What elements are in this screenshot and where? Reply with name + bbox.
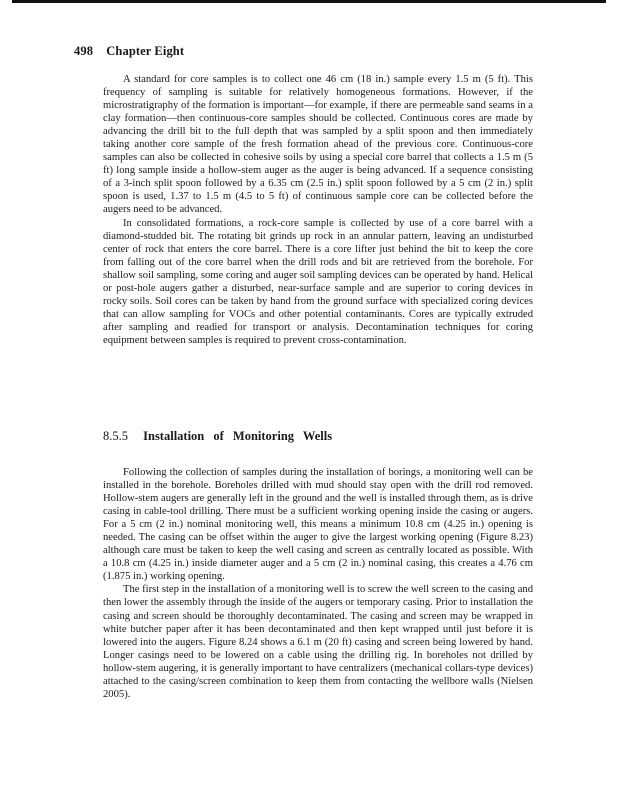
paragraph-first-step: The first step in the installation of a monitoring well is to screw the well screen to the casing and then lower the assembly through the inside of the augers or temporary casing. Prior to installation the casing and screen should be thoroughly decontaminated. The casing and screen may be wrapped in white butcher paper after it has been decontaminated and then kept wrapped until just before it is lowered into the augers. Figure 8.24 shows a 6.1 m (20 ft) casing and screen being lowered by hand. Longer casings need to be lowered on a cable using the drilling rig. In boreholes not drilled by hollow-stem augering, it is generally important to have centralizers (mechanical collars-type devices) attached to the casing/screen combination to keep them from contacting the wellbore walls (Nielsen 2005).	[103, 584, 533, 700]
chapter-title: Chapter Eight	[106, 44, 185, 58]
top-rule	[12, 0, 606, 3]
text-block-upper	[103, 73, 533, 347]
paragraph-well-installation: Following the collection of samples during the installation of borings, a monitoring well can be installed in the borehole. Boreholes drilled with mud should stay open with the drill rod removed. Hollow-stem augers are generally left in the ground and the well is installed through them, as is drive casing in cable-tool drilling. There must be a sufficient working opening inside the casing or augers. For a 5 cm (2 in.) nominal monitoring well, this means a minimum 10.8 cm (4.25 in.) opening is needed. The casing can be offset within the auger to give the largest working opening (Figure 8.23) although care must be taken to keep the well casing and screen as centrally located as possible. With a 10.8 cm (4.25 in.) inside diameter auger and a 5 cm (2 in.) nominal casing, this creates a 4.76 cm (1.875 in.) working opening.	[103, 467, 533, 583]
section-title: Installation of Monitoring Wells	[143, 429, 333, 443]
paragraph-core-samples: A standard for core samples is to collect one 46 cm (18 in.) sample every 1.5 m (5 ft). This frequency of sampling is suitable for relatively homogeneous formations. However, if the microstratigraphy of the formation is important—for example, if there are permeable sand seams in a clay formation—then continuous-core samples should be collected. Continuous cores are made by advancing the drill bit to the full depth that was sampled by a split spoon and then immediately taking another core sample of the fresh formation ahead of the previous core. Continuous-core samples can also be collected in cohesive soils by using a special core barrel that collects a 1.5 m (5 ft) long sample inside a hollow-stem auger as the auger is being advanced. If a sequence consisting of a 3-inch split spoon followed by a 6.35 cm (2.5 in.) split spoon followed by a 5 cm (2 in.) split spoon is used, 1.37 to 1.5 m (4.5 to 5 ft) of continuous sample core can be collected before the augers need to be advanced.	[103, 74, 533, 216]
section-number: 8.5.5	[103, 429, 128, 443]
paragraph-rock-core: In consolidated formations, a rock-core sample is collected by use of a core barrel with a diamond-studded bit. The rotating bit grinds up rock in an annular pattern, leaving an undisturbed center of rock that enters the core barrel. There is a core lifter just behind the bit to keep the core from falling out of the core barrel when the drill rods and bit are retrieved from the borehole. For shallow soil sampling, some coring and auger soil sampling devices can be operated by hand. Helical or post-hole augers gather a disturbed, near-surface sample and are superior to coring devices in rocky soils. Soil cores can be taken by hand from the ground surface with specialized coring devices that can allow sampling for VOCs and other potential contaminants. Cores are typically extruded after sampling and readied for transport or analysis. Decontamination techniques for coring equipment between samples is required to prevent cross-contamination.	[103, 217, 533, 346]
page-number: 498	[74, 44, 94, 58]
section-heading	[103, 429, 332, 444]
running-head	[74, 44, 184, 59]
text-block-lower	[103, 466, 533, 701]
